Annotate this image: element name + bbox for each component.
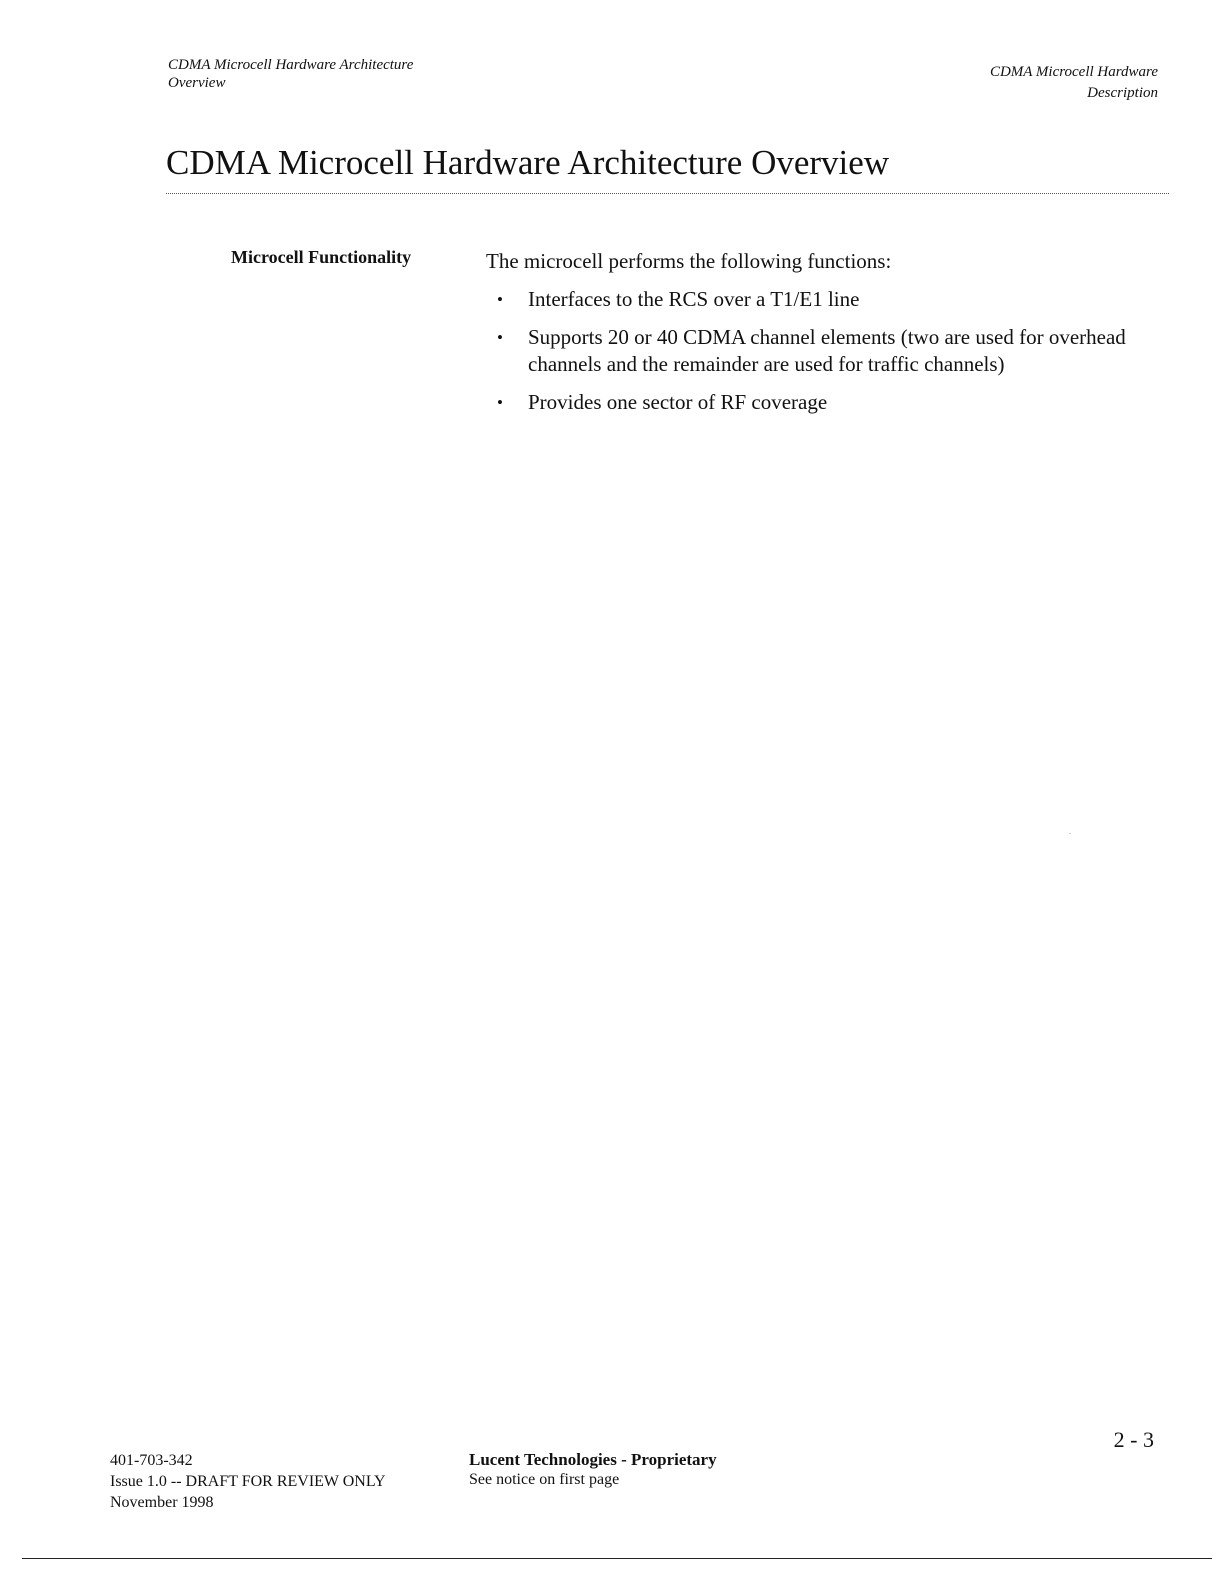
list-item-text: Supports 20 or 40 CDMA channel elements (two are used for overhead channels and the remainder are used for traffic channels) [528, 325, 1126, 376]
issue-label: Issue 1.0 -- DRAFT FOR REVIEW ONLY [110, 1473, 386, 1490]
title-divider [166, 193, 1169, 194]
footer-center [469, 1450, 717, 1490]
list-item-text: Interfaces to the RCS over a T1/E1 line [528, 287, 860, 311]
page-number: 2 - 3 [1113, 1427, 1154, 1452]
header-left-line-1: CDMA Microcell Hardware Architecture [168, 57, 414, 73]
header-right-line-1: CDMA Microcell Hardware [989, 64, 1158, 80]
list-item-text: Provides one sector of RF coverage [528, 390, 828, 414]
running-header-right [990, 62, 1158, 104]
scan-speck [1069, 833, 1071, 834]
list-item [497, 324, 1187, 378]
doc-number: 401-703-342 [110, 1452, 193, 1469]
footer-left [110, 1450, 386, 1513]
page-title: CDMA Microcell Hardware Architecture Overview [166, 143, 890, 182]
section-intro: The microcell performs the following functions: [486, 249, 892, 273]
footer-rule [22, 1558, 1212, 1559]
function-list [497, 286, 1187, 427]
issue-date: November 1998 [110, 1494, 214, 1511]
notice-reference: See notice on first page [469, 1471, 620, 1488]
header-left-line-2: Overview [168, 75, 226, 91]
proprietary-notice: Lucent Technologies - Proprietary [469, 1450, 717, 1469]
running-header-left [168, 56, 413, 92]
bullet-icon: • [497, 328, 503, 347]
list-item [497, 286, 1187, 313]
section-side-heading: Microcell Functionality [231, 247, 412, 267]
list-item [497, 389, 1187, 416]
bullet-icon: • [497, 290, 503, 309]
bullet-icon: • [497, 393, 503, 412]
header-right-line-2: Description [1087, 85, 1158, 101]
